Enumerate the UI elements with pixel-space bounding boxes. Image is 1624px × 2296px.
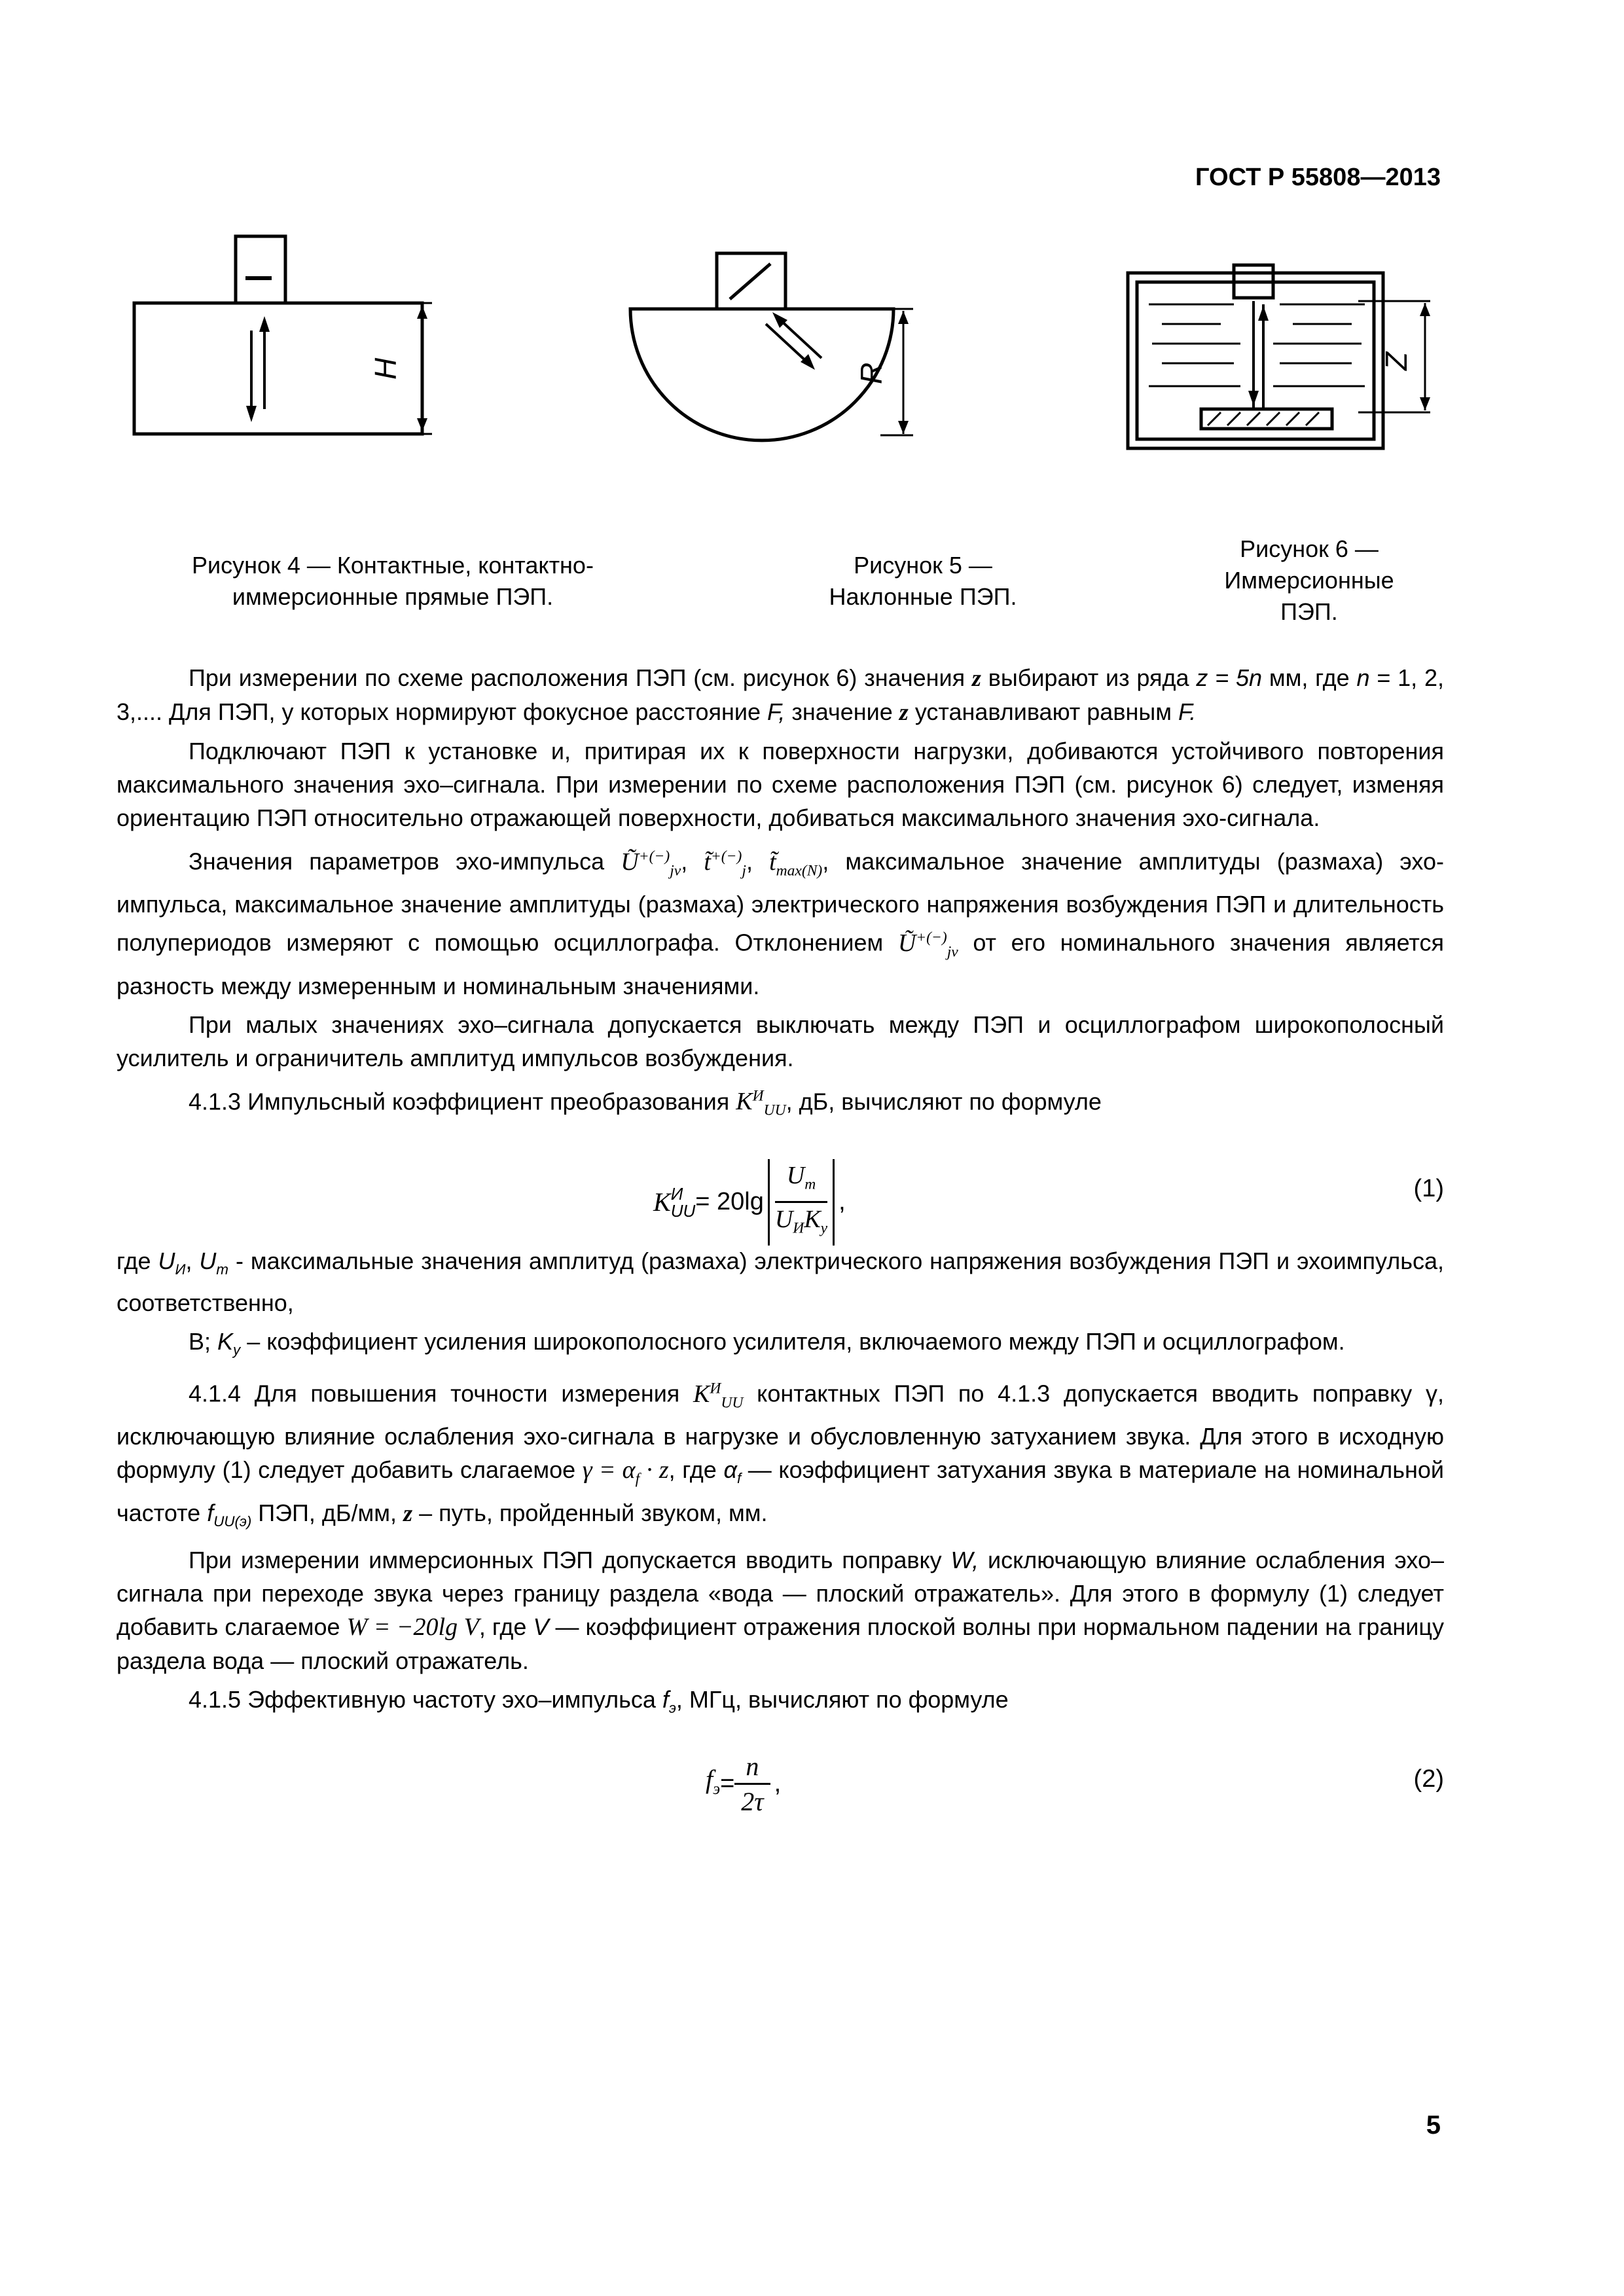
paragraph-measurement-scheme: При измерении по схеме расположения ПЭП (см. рисунок 6) значения z выбирают из ряда z = 5n мм, где n = 1, 2, 3,.... Для ПЭП, у которых нормируют фокусное расстояние F, значение z устанавливают равным F. <box>117 664 1444 725</box>
figure-4-diagram <box>124 232 445 448</box>
paragraph-where-k: В; $K_у$ – коэффициент усиления широкополосного усилителя, включаемого между ПЭП и осциллографом. <box>189 1327 1345 1359</box>
paragraph-where-u: где $U_И$, $U_m$ - максимальные значения амплитуд (размаха) электрического напряжения возбуждения ПЭП и эхоимпульса, соответственно, <box>117 1247 1444 1316</box>
formula-2: $f_э$ = $\frac{n}{2\tau}$ , (2) <box>117 1730 1444 1835</box>
body-text <box>117 661 1444 1835</box>
formula-1-number: (1) <box>1413 1174 1444 1202</box>
formula-2-number: (2) <box>1413 1765 1444 1793</box>
figure-5-diagram <box>619 245 926 448</box>
figure-6-diagram <box>1123 259 1450 461</box>
figure-6-caption: Рисунок 6 — Иммерсионные ПЭП. <box>1224 535 1394 625</box>
paragraph-small-signal: При малых значениях эхо–сигнала допускается выключать между ПЭП и осциллографом широкополосный усилитель и ограничитель амплитуд импульсов возбуждения. <box>117 1011 1444 1071</box>
formula-1: K И UU = 20lg $U_m$ $U_ИK_у$ , (1) <box>117 1133 1444 1244</box>
paragraph-4-1-4: 4.1.4 Для повышения точности измерения $K^И_{UU}$ контактных ПЭП по 4.1.3 допускается вводить поправку γ, исключающую влияние ослабления эхо-сигнала в нагрузке и обусловленную затуханием звука. Для этого в исходную формулу (1) следует добавить слагаемое $\gamma = \alpha_f \cdot z$, где $\alpha_f$ — коэффициент затухания звука в материале на номинальной частоте $f_{UU(э)}$ ПЭП, дБ/мм, z – путь, пройденный звуком, мм. <box>117 1380 1445 1530</box>
figure-5-caption: Рисунок 5 — Наклонные ПЭП. <box>829 552 1017 610</box>
figure-4-caption: Рисунок 4 — Контактные, контактно- иммерсионные прямые ПЭП. <box>192 552 594 610</box>
paragraph-4-1-3: 4.1.3 Импульсный коэффициент преобразования $K^И_{UU}$, дБ, вычисляют по формуле <box>189 1087 1102 1119</box>
standard-header: ГОСТ Р 55808—2013 <box>1195 164 1441 191</box>
paragraph-connection: Подключают ПЭП к установке и, притирая их к поверхности нагрузки, добиваются устойчивого повторения максимального значения эхо–сигнала. При измерении по схеме расположения ПЭП (см. рисунок 6) следует, изменяя ориентацию ПЭП относительно отражающей поверхности, добиваться максимального значения эхо-сигнала. <box>117 738 1444 831</box>
figure-4-dim-label: H <box>369 357 403 380</box>
page-number: 5 <box>1426 2111 1441 2140</box>
figure-5-dim-label: R <box>854 362 888 384</box>
paragraph-4-1-5: 4.1.5 Эффективную частоту эхо–импульса $f_э$, МГц, вычисляют по формуле <box>189 1686 1009 1717</box>
paragraph-echo-parameters: Значения параметров эхо-импульса $Ũ^{+(-)}_{jv}$, $t̃^{+(-)}_j$, $t̃_{max(N)}$, максимальное значение амплитуды (размаха) эхо-импульса, максимальное значение амплитуды (размаха) электрического напряжения возбуждения ПЭП и длительность полупериодов измеряют с помощью осциллографа. Отклонением $Ũ^{+(-)}_{jv}$ от его номинального значения является разность между измеренным и номинальным значениями. <box>117 848 1444 999</box>
paragraph-immersion-correction: При измерении иммерсионных ПЭП допускается вводить поправку W, исключающую влияние ослабления эхо–сигнала при переходе звука через границу раздела «вода — плоский отражатель». Для этого в формулу (1) следует добавить слагаемое W = −20lg V, где V — коэффициент отражения плоской волны при нормальном падении на границу раздела вода — плоский отражатель. <box>117 1547 1445 1675</box>
figure-6-dim-label: Z <box>1379 351 1413 370</box>
